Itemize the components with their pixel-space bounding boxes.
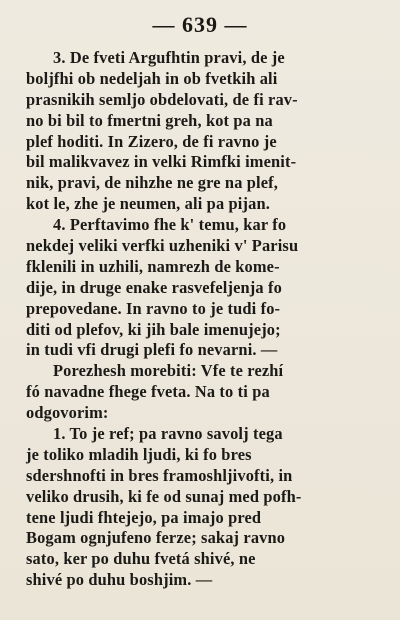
text-line: 3. De fveti Argufhtin pravi, de je [53, 48, 285, 67]
text-line: nekdej veliki verfki uzheniki v' Parisu [26, 236, 299, 256]
text-line: 4. Perftavimo fhe k' temu, kar fo [53, 215, 287, 235]
text-line: plef hoditi. In Zizero, de fi ravno je [26, 131, 277, 151]
text-line: shivé po duhu boshjim. — [26, 570, 213, 590]
text-line: bil malikvavez in velki Rimfki imenit- [26, 152, 297, 172]
text-line: 1. To je ref; pa ravno savolj tega [53, 424, 283, 444]
text-line: sdershnofti in bres framoshljivofti, in [26, 465, 293, 485]
text-line: fklenili in uzhili, namrezh de kome- [26, 256, 280, 276]
text-line: odgovorim: [26, 403, 109, 423]
text-line: kot le, zhe je neumen, ali pa pijan. [26, 194, 270, 214]
text-line: je toliko mladih ljudi, ki fo bres [26, 444, 252, 464]
text-line: no bi bil to fmertni greh, kot pa na [26, 110, 273, 130]
text-line: prepovedane. In ravno to je tudi fo- [26, 298, 281, 318]
page-number: — 639 — [152, 12, 248, 37]
text-line: Porezhesh morebiti: Vfe te rezhí [53, 361, 284, 381]
text-line: fó navadne fhege fveta. Na to ti pa [26, 382, 270, 402]
text-line: prasnikih semljo obdelovati, de fi rav- [26, 89, 298, 109]
text-line: veliko drusih, ki fe od sunaj med pofh- [26, 486, 302, 506]
text-line: nik, pravi, de nihzhe ne gre na plef, [26, 173, 279, 193]
text-line: in tudi vfi drugi plefi fo nevarni. — [26, 340, 278, 360]
text-line: diti od plefov, ki jih bale imenujejo; [26, 319, 281, 339]
text-line: tene ljudi fhtejejo, pa imajo pred [26, 507, 262, 527]
text-line: boljfhi ob nedeljah in ob fvetkih ali [26, 68, 278, 88]
text-line: sato, ker po duhu fvetá shivé, ne [26, 549, 256, 569]
page-body [26, 48, 376, 591]
text-line: dije, in druge enake rasvefeljenja fo [26, 277, 282, 297]
text-line: Bogam ognjufeno ferze; sakaj ravno [26, 528, 286, 548]
